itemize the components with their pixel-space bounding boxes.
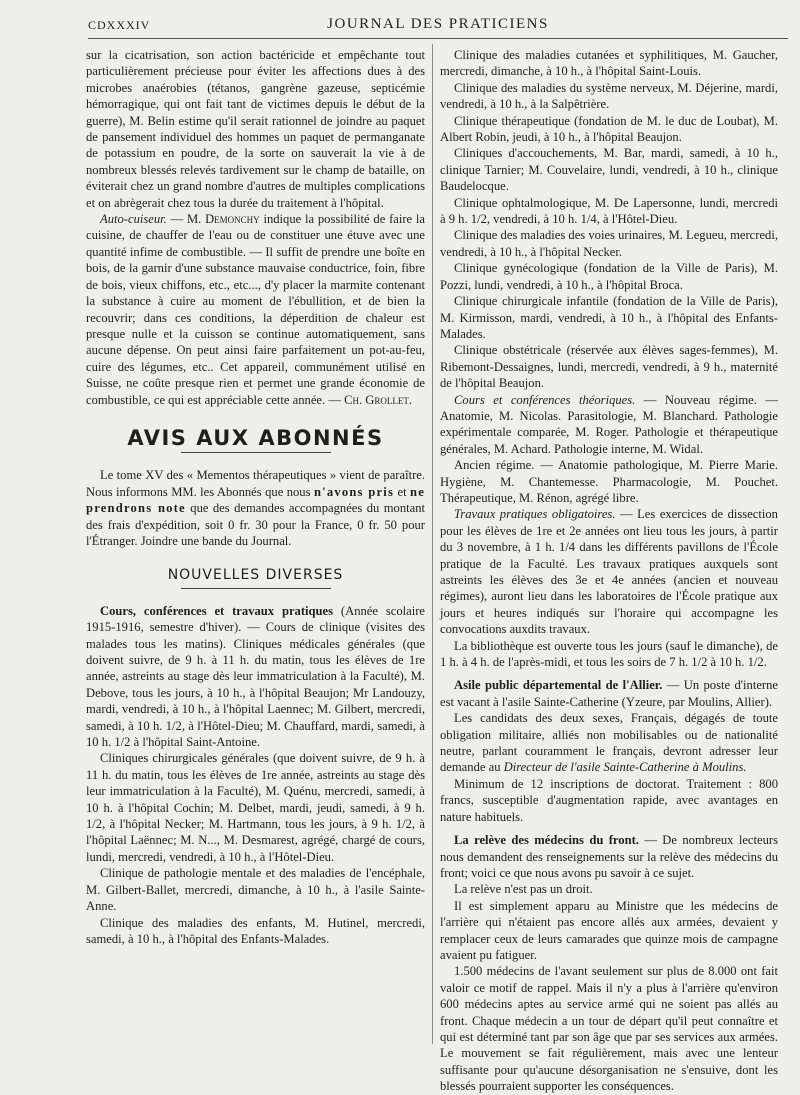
- clinic-ophtalmologique: Clinique ophtalmologique, M. De Lapersonne, lundi, mercredi à 9 h. 1/2, vendredi, à 10 h. 1/4, à l'Hôtel-Dieu.: [440, 195, 778, 227]
- author-demonchy: Demonchy: [205, 212, 260, 227]
- clinic-infantile: Clinique chirurgicale infantile (fondation de la Ville de Paris), M. Kirmisson, mardi, vendredi, à 10 h., à l'hôpital des Enfants-Malades.: [440, 294, 778, 341]
- avis-divider: [181, 452, 331, 453]
- auto-cuiseur-lead: Auto-cuiseur.: [100, 212, 167, 227]
- clinic-urinaires: Clinique des maladies des voies urinaires, M. Legueu, mercredi, vendredi, à 10 h., à l'hôpital Necker.: [440, 228, 778, 259]
- clinic-nerveux: Clinique des maladies du système nerveux, M. Déjerine, mardi, vendredi, à 10 h., à la Salpêtrière.: [440, 80, 778, 112]
- clinic-gynecologique: Clinique gynécologique (fondation de la Ville de Paris), M. Pozzi, lundi, vendredi, à 10 h., à l'hôpital Broca.: [440, 261, 778, 292]
- nouvelles-heading: NOUVELLES DIVERSES: [167, 567, 344, 584]
- bibliotheque: La bibliothèque est ouverte tous les jours (sauf le dimanche), de 1 h. à 4 h. de l'après-midi, et tous les soirs de 7 h. 1/2 à 10 h. 1/2.: [440, 638, 778, 670]
- pathologie-mentale-paragraph: Clinique de pathologie mentale et des maladies de l'encéphale, M. Gilbert-Ballet, mercredi, dimanche, à 10 h., à l'asile Sainte-Anne.: [86, 866, 425, 914]
- right-column: [440, 47, 778, 1095]
- cours-theoriques: Cours et conférences théoriques. — Nouveau régime. — Anatomie, M. Nicolas. Parasitologie, M. Blanchard. Pathologie expérimentale comparée, M. Roger. Pathologie et thérapeutique générales, M. Achard. Pathologie interne, M. Widal.: [440, 392, 778, 456]
- enfants-paragraph: Clinique des maladies des enfants, M. Hutinel, mercredi, samedi, à 10 h., à l'hôpital des Enfants-Malades.: [86, 915, 425, 946]
- releve-ministre: Il est simplement apparu au Ministre que les médecins de l'arrière qui n'étaient pas encore allés aux armées, devaient y remplacer ceux de leurs camarades que quinze mois de campagne avaient pu fatiguer.: [440, 898, 778, 962]
- running-header: [88, 14, 788, 39]
- column-rule: [432, 44, 433, 1044]
- clinic-obstetricale: Clinique obstétricale (réservée aux élèves sages-femmes), M. Ribemont-Dessaignes, lundi, mercredi, vendredi, à 9 h., maternité de l'hôpital Beaujon.: [440, 343, 778, 391]
- clinic-therapeutique: Clinique thérapeutique (fondation de M. le duc de Loubat), M. Albert Robin, jeudi, à 10 h., à l'hôpital Beaujon.: [440, 113, 778, 145]
- left-column: [86, 47, 425, 947]
- releve-droit: La relève n'est pas un droit.: [454, 882, 593, 897]
- journal-title: JOURNAL DES PRATICIENS: [327, 16, 549, 32]
- auto-cuiseur-paragraph: Auto-cuiseur. — M. Demonchy indique la possibilité de faire la cuisine, de chauffer de l'eau ou de constituer une étuve avec une quantité infime de combustible. — Il suffit de prendre une boîte en bois, de la garnir d'une substance mauvaise conductrice, foin, fibre de bois, vieux chiffons, etc., etc..., d'y placer la marmite contenant la substance à cuire au moment de l'ébullition, et de bien la recouvrir; dans ces conditions, la déperdition de chaleur est presque nulle et la cuisson se continue automatiquement, sans aucune dépense. On peut ainsi faire parfaitement un pot-au-feu, cuire des légumes, etc.. Cet appareil, communément utilisé en Suisse, ne coûte presque rien et permet une grande économie de combustible, ce qui est appréciable cette année. — Ch. Grollet.: [86, 212, 425, 407]
- releve-medecins: La relève des médecins du front. — De nombreux lecteurs nous demandent des renseignements sur la relève des médecins du front; voici ce que nous avons pu savoir à ce sujet.: [440, 833, 778, 880]
- asile-candidats: Les candidats des deux sexes, Français, dégagés de toute obligation militaire, alliés non mobilisables ou de nationalité neutre, parlant couramment le français, devront adresser leur demande au Directeur de l'asile Sainte-Catherine à Moulins.: [440, 711, 778, 775]
- releve-chiffres: 1.500 médecins de l'avant seulement sur plus de 8.000 ont fait valoir ce motif de rappel. Mais il n'y a plus à l'arrière qu'environ 600 médecins aptes au service armé qui ne soient pas allés au front. Chaque médecin a un tour de départ qu'il peut connaître et qui est déterminé tant par son âge que par ses services aux armées. Le mouvement se fait régulièrement, mais avec une lenteur suffisante pour qu'aucune désorganisation ne s'ensuive, dont les blessés pourraient supporter les conséquences.: [440, 964, 778, 1094]
- ancien-regime: Ancien régime. — Anatomie pathologique, M. Pierre Marie. Hygiène, M. Chantemesse. Pharmacologie, M. Pouchet. Thérapeutique, M. Rénon, agrégé libre.: [440, 458, 778, 505]
- avis-heading: AVIS AUX ABONNÉS: [127, 425, 384, 450]
- nouvelles-divider: [181, 588, 331, 589]
- page-folio: CDXXXIV: [88, 18, 151, 32]
- avis-paragraph: Le tome XV des « Mementos thérapeutiques » vient de paraître. Nous informons MM. les Abonnés que nous n'avons pris et ne prendrons note que des demandes accompagnées du montant des frais d'expédition, soit 0 fr. 30 pour la France, 0 fr. 50 pour l'Étranger. Joindre une bande du Journal.: [86, 468, 426, 548]
- clinic-cutanees: Clinique des maladies cutanées et syphilitiques, M. Gaucher, mercredi, dimanche, à 10 h., à l'hôpital Saint-Louis.: [440, 48, 778, 79]
- asile-allier: Asile public départemental de l'Allier. — Un poste d'interne est vacant à l'asile Sainte-Catherine (Yzeure, par Moulins, Allier).: [440, 678, 778, 709]
- cours-paragraph: Cours, conférences et travaux pratiques (Année scolaire 1915-1916, semestre d'hiver). — Cours de clinique (visites des malades tous les matins). Cliniques médicales générales (que doivent suivre, de 9 h. à 11 h. du matin, tous les élèves de 1re année, astreints au stage dès leur immatriculation à la Faculté), M. Debove, tous les jours, à 10 h., à l'hôpital Beaujon; Mr Landouzy, mardi, vendredi, à 10 h., à l'hôpital Laennec; M. Gilbert, mercredi, samedi, à 10 h. 1/2, à l'Hôtel-Dieu; M. Chauffard, mardi, samedi, à 10 h. 1/2 à l'hôpital Saint-Antoine.: [86, 603, 425, 750]
- clinic-accouchements: Cliniques d'accouchements, M. Bar, mardi, samedi, à 10 h., clinique Tarnier; M. Couvelaire, lundi, vendredi, à 10 h., clinique Baudelocque.: [440, 146, 778, 194]
- asile-traitement: Minimum de 12 inscriptions de doctorat. Traitement : 800 francs, susceptible d'augmentation rapide, avec avantages en nature habituels.: [440, 776, 778, 824]
- signature-grollet: Ch. Grollet.: [344, 392, 412, 407]
- chirurgicales-paragraph: Cliniques chirurgicales générales (que doivent suivre, de 9 h. à 11 h. du matin, tous les élèves de 1re année, astreints au stage dès leur immatriculation à la Faculté), M. Quénu, mercredi, samedi, à 10 h. à l'hôpital Cochin; M. Delbet, mardi, jeudi, samedi, à 9 h. 1/2, à l'hôpital Necker; M. Hartmann, tous les jours, à 9 h. 1/2, à l'hôpital Laënnec; M. N..., M. Desmarest, agrégé, chargé de cours, lundi, mercredi, vendredi, à 10 h., à l'Hôtel-Dieu.: [86, 751, 425, 864]
- cours-lead: Cours, conférences et travaux pratiques: [100, 603, 334, 618]
- permanganate-paragraph: sur la cicatrisation, son action bactéricide et empêchante tout particulièrement précieuse pour éviter les affections dues à des microbes anaérobies (tétanos, gangrène gazeuse, septicémie hémorragique, qui ont fait tant de victimes depuis le début de la guerre), M. Belin estime qu'il serait rationnel de joindre au paquet de pansement individuel des hommes un paquet de permanganate de potassium en poudre, de la sorte on sauverait la vie à de nombreux blessés relevés tardivement sur le champ de bataille, on éviterait chez un grand nombre d'autres de multiples complications et on abrègerait chez tous la durée du traitement à l'hôpital.: [86, 48, 425, 210]
- travaux-pratiques: Travaux pratiques obligatoires. — Les exercices de dissection pour les élèves de 1re et 2e années ont lieu tous les jours, à partir du 3 novembre, à 1 h. 1/4 dans les différents pavillons de l'École pratique de la Faculté. Les travaux pratiques auxquels sont astreints les élèves des 3e et 4e années (ancien et nouveau régimes), auront lieu dans les laboratoires de l'École pratique aux jours et heures indiqués sur l'horaire qui accompagne les convocations auxdits travaux.: [440, 507, 778, 637]
